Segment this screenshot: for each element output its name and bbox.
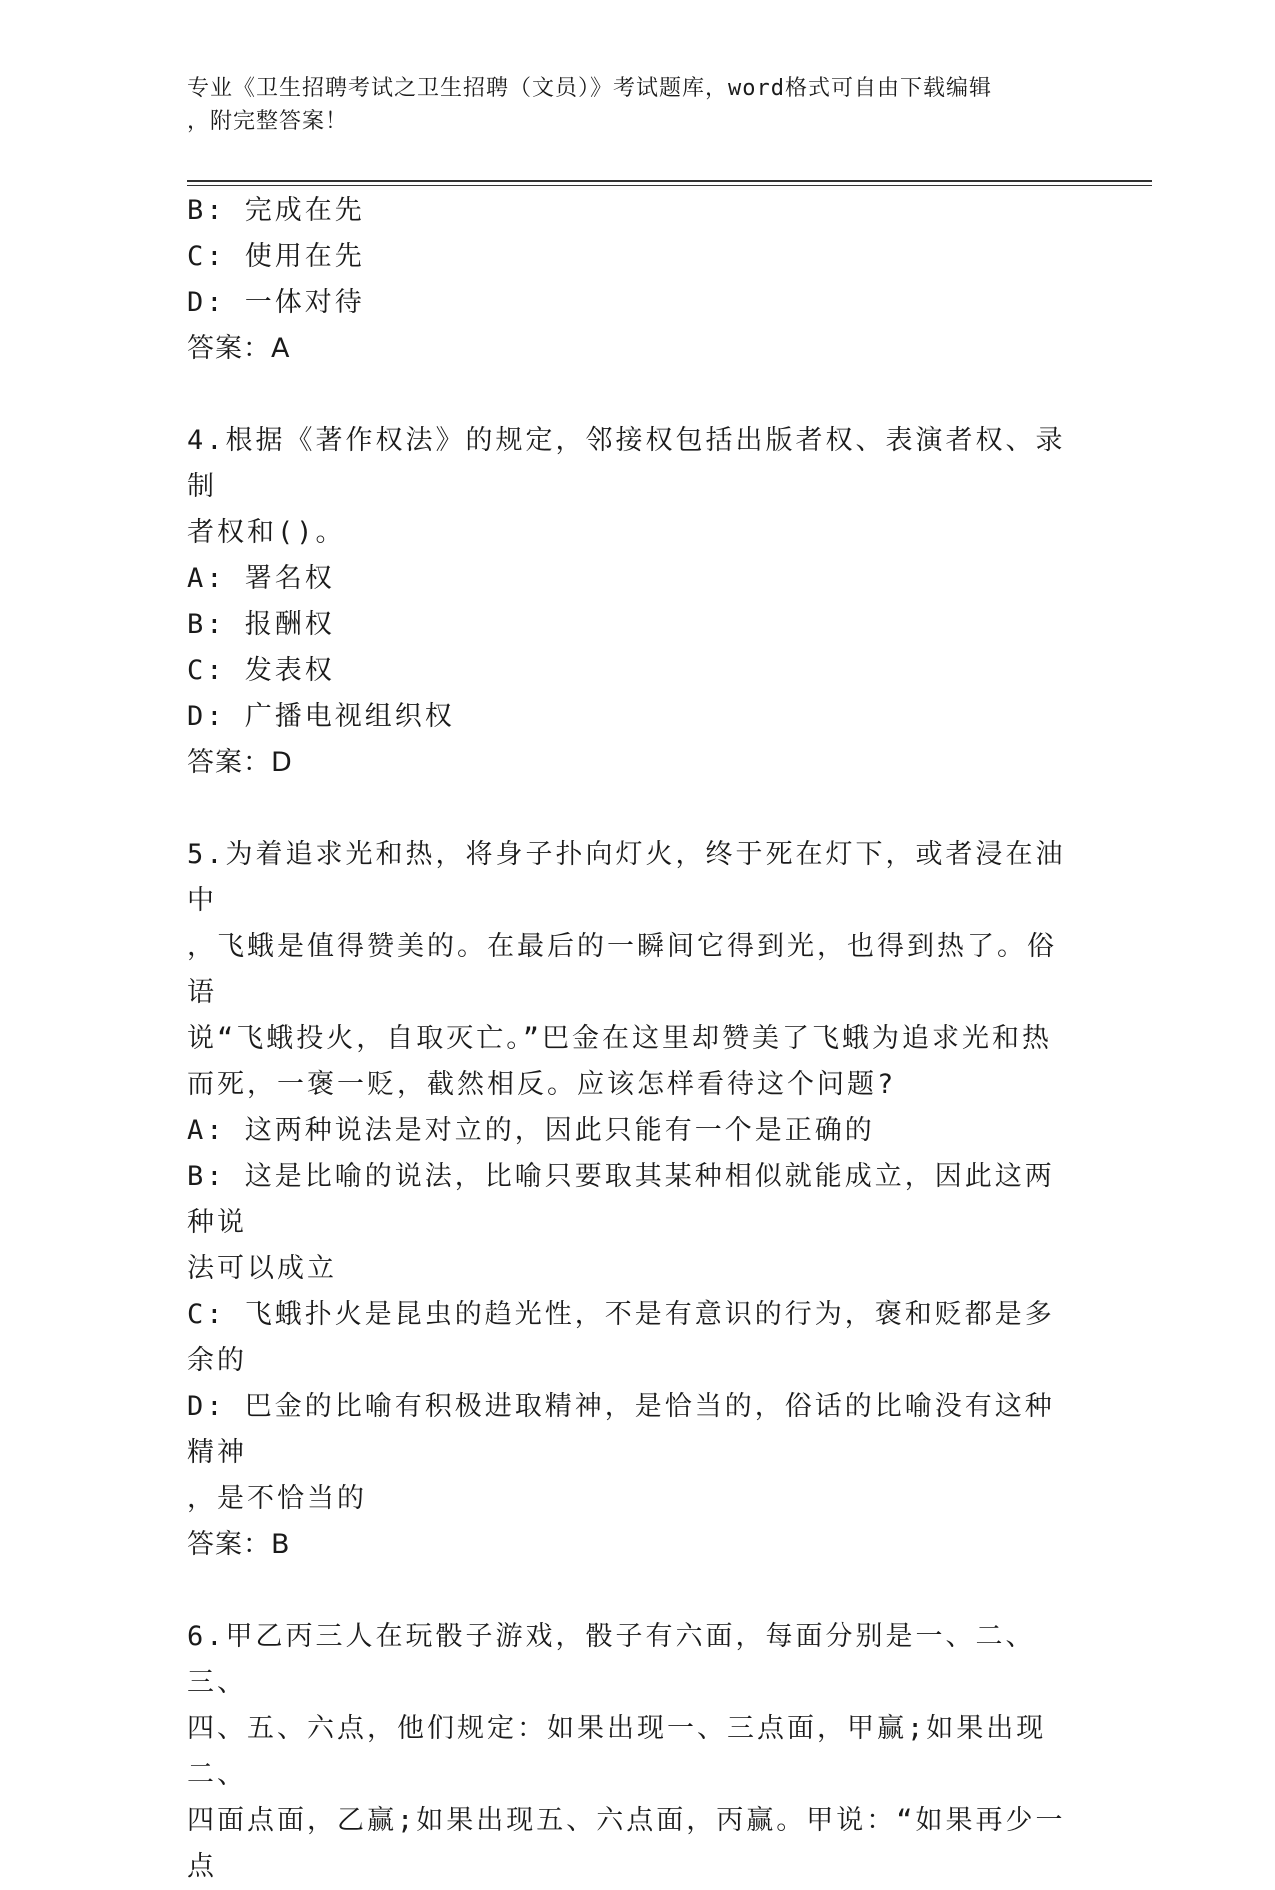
question-5 bbox=[187, 832, 1067, 1568]
q3-option-d: D: 一体对待 bbox=[187, 287, 365, 318]
q5-option-d-line-2: ，是不恰当的 bbox=[187, 1483, 367, 1514]
q5-stem-line-4: 而死，一褒一贬，截然相反。应该怎样看待这个问题? bbox=[187, 1069, 897, 1100]
q4-option-a: A: 署名权 bbox=[187, 563, 335, 594]
q5-option-d-line-1: D: 巴金的比喻有积极进取精神，是恰当的，俗话的比喻没有这种精神 bbox=[187, 1391, 1055, 1468]
question-content bbox=[187, 188, 1067, 1890]
q5-option-b-line-1: B: 这是比喻的说法，比喻只要取其某种相似就能成立，因此这两种说 bbox=[187, 1161, 1055, 1238]
q5-stem-line-3: 说“飞蛾投火，自取灭亡。”巴金在这里却赞美了飞蛾为追求光和热 bbox=[187, 1023, 1053, 1054]
q4-stem-line-1: 4.根据《著作权法》的规定，邻接权包括出版者权、表演者权、录制 bbox=[187, 425, 1066, 502]
q3-option-b: B: 完成在先 bbox=[187, 195, 365, 226]
q3-answer: 答案：A bbox=[187, 333, 291, 364]
q4-option-b: B: 报酬权 bbox=[187, 609, 335, 640]
q5-option-c: C: 飞蛾扑火是昆虫的趋光性，不是有意识的行为，褒和贬都是多余的 bbox=[187, 1299, 1055, 1376]
question-3-tail bbox=[187, 188, 1067, 372]
question-4 bbox=[187, 418, 1067, 786]
header-line-1: 专业《卫生招聘考试之卫生招聘（文员）》考试题库，word格式可自由下载编辑 bbox=[187, 76, 992, 101]
q3-option-c: C: 使用在先 bbox=[187, 241, 365, 272]
q6-stem-line-1: 6.甲乙丙三人在玩骰子游戏，骰子有六面，每面分别是一、二、三、 bbox=[187, 1621, 1036, 1698]
q5-answer: 答案：B bbox=[187, 1529, 291, 1560]
q4-stem-line-2: 者权和()。 bbox=[187, 517, 346, 548]
q5-stem-line-2: ，飞蛾是值得赞美的。在最后的一瞬间它得到光，也得到热了。俗语 bbox=[187, 931, 1057, 1008]
q6-stem-line-2: 四、五、六点，他们规定：如果出现一、三点面，甲赢;如果出现二、 bbox=[187, 1713, 1047, 1790]
q4-option-d: D: 广播电视组织权 bbox=[187, 701, 455, 732]
q6-stem-line-3: 四面点面，乙赢;如果出现五、六点面，丙赢。甲说：“如果再少一点 bbox=[187, 1805, 1066, 1882]
q5-stem-line-1: 5.为着追求光和热，将身子扑向灯火，终于死在灯下，或者浸在油中 bbox=[187, 839, 1066, 916]
header-line-2: ，附完整答案！ bbox=[187, 109, 349, 134]
q4-answer: 答案：D bbox=[187, 747, 293, 778]
header-divider bbox=[187, 180, 1152, 186]
q5-option-b-line-2: 法可以成立 bbox=[187, 1253, 337, 1284]
page-header bbox=[187, 72, 1087, 138]
q4-option-c: C: 发表权 bbox=[187, 655, 335, 686]
q5-option-a: A: 这两种说法是对立的，因此只能有一个是正确的 bbox=[187, 1115, 875, 1146]
question-6 bbox=[187, 1614, 1067, 1890]
